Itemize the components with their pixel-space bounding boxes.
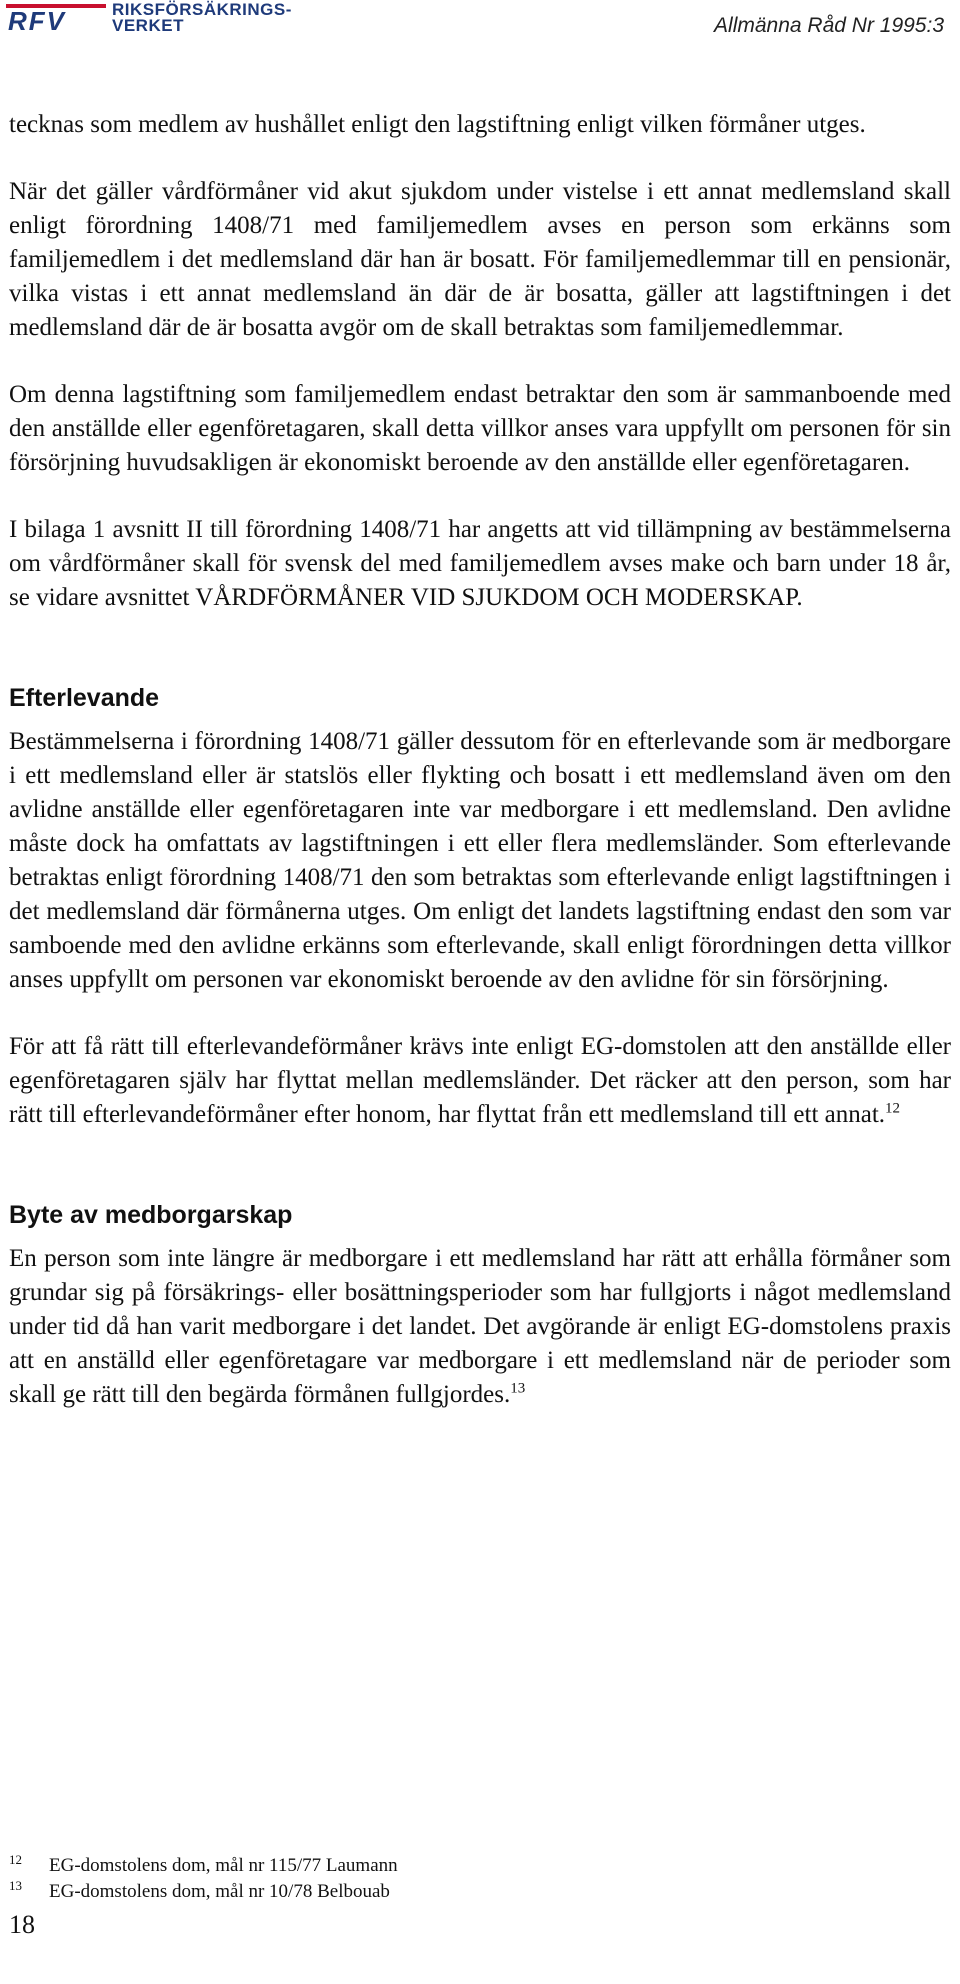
footnote-ref-12[interactable]: 12 xyxy=(885,1100,901,1117)
page-number: 18 xyxy=(9,1910,35,1939)
paragraph-6 xyxy=(9,1030,951,1132)
footnote-13 xyxy=(9,1879,949,1905)
paragraph-7-text: En person som inte längre är medborgare i ett medlemsland har rätt att erhålla förmåner som grundar sig på försäkrings- eller bosättningsperioder som har fullgjorts i något medlemsland under tid då han varit medborgare i det landet. Det avgörande är enligt EG-domstolens praxis att en anställd eller egenföretagare var medborgare i ett medlemsland när de perioder som skall ge rätt till den begärda förmånen fullgjordes. xyxy=(9,1245,951,1408)
logo-line-1: RIKSFÖRSÄKRINGS- xyxy=(112,0,292,19)
svg-text:RFV: RFV xyxy=(8,6,66,32)
footnote-ref-13[interactable]: 13 xyxy=(510,1380,526,1397)
paragraph-5: Bestämmelserna i förordning 1408/71 gäller dessutom för en efterlevande som är medborgare i ett medlemsland eller är statslös eller flykting och bosatt i ett medlemsland även om den avlidne anställde eller egenföretagaren inte var medborgare i ett medlemsland. Den avlidne måste dock ha omfattats av lagstiftningen i ett eller flera medlemsländer. Som efterlevande betraktas enligt förordning 1408/71 den som betraktas som efterlevande enligt lagstiftningen i det medlemsland där förmånerna utges. Om enligt det landets lagstiftning endast den som var samboende med den avlidne erkänns som efterlevande, skall enligt förordningen detta villkor anses uppfyllt om personen var ekonomiskt beroende av den avlidne för sin försörjning. xyxy=(9,728,951,993)
page-body xyxy=(9,108,951,1412)
footnotes xyxy=(9,1853,949,1905)
paragraph-3: Om denna lagstiftning som familjemedlem endast betraktar den som är sammanboende med den anställde eller egenföretagaren, skall detta villkor anses vara uppfyllt om personen för sin försörjning huvudsakligen är ekonomiskt beroende av den anställde eller egenföretagaren. xyxy=(9,381,951,476)
paragraph-4: I bilaga 1 avsnitt II till förordning 1408/71 har angetts att vid tillämpning av bestämmelserna om vårdförmåner skall för svensk del med familjemedlem avses make och barn under 18 år, se vidare avsnittet VÅRDFÖRMÅNER VID SJUKDOM OCH MODERSKAP. xyxy=(9,516,951,611)
logo-line-2: VERKET xyxy=(112,16,184,35)
paragraph-7 xyxy=(9,1242,951,1412)
document-title: Allmänna Råd Nr 1995:3 xyxy=(714,14,944,37)
paragraph-2: När det gäller vårdförmåner vid akut sjukdom under vistelse i ett annat medlemsland skall enligt förordning 1408/71 med familjemedlem avses en person som erkänns som familjemedlem i det medlemsland där han är bosatt. För familjemedlemmar till en pensionär, vilka vistas i ett annat medlemsland än där de är bosatta, gäller att lagstiftningen i det medlemsland där de är bosatta avgör om de skall betraktas som familjemedlemmar. xyxy=(9,178,951,341)
logo-text xyxy=(112,2,292,34)
heading-byte-av-medborgarskap: Byte av medborgarskap xyxy=(9,1201,293,1229)
footnote-text: EG-domstolens dom, mål nr 10/78 Belbouab xyxy=(49,1881,390,1902)
page-header xyxy=(0,0,960,60)
paragraph-6-text: För att få rätt till efterlevandeförmåner krävs inte enligt EG-domstolen att den anställde eller egenföretagaren själv har flyttat mellan medlemsländer. Det räcker att den person, som har rätt till efterlevandeförmåner efter honom, har flyttat från ett medlemsland till ett annat. xyxy=(9,1033,951,1128)
footnote-number: 13 xyxy=(9,1878,22,1893)
rfv-logo-mark-icon xyxy=(6,2,106,32)
rfv-logo xyxy=(6,0,292,40)
paragraph-1: tecknas som medlem av hushållet enligt den lagstiftning enligt vilken förmåner utges. xyxy=(9,111,866,138)
footnote-number: 12 xyxy=(9,1852,22,1867)
footnote-text: EG-domstolens dom, mål nr 115/77 Laumann xyxy=(49,1855,398,1876)
heading-efterlevande: Efterlevande xyxy=(9,684,160,712)
footnote-12 xyxy=(9,1853,949,1879)
